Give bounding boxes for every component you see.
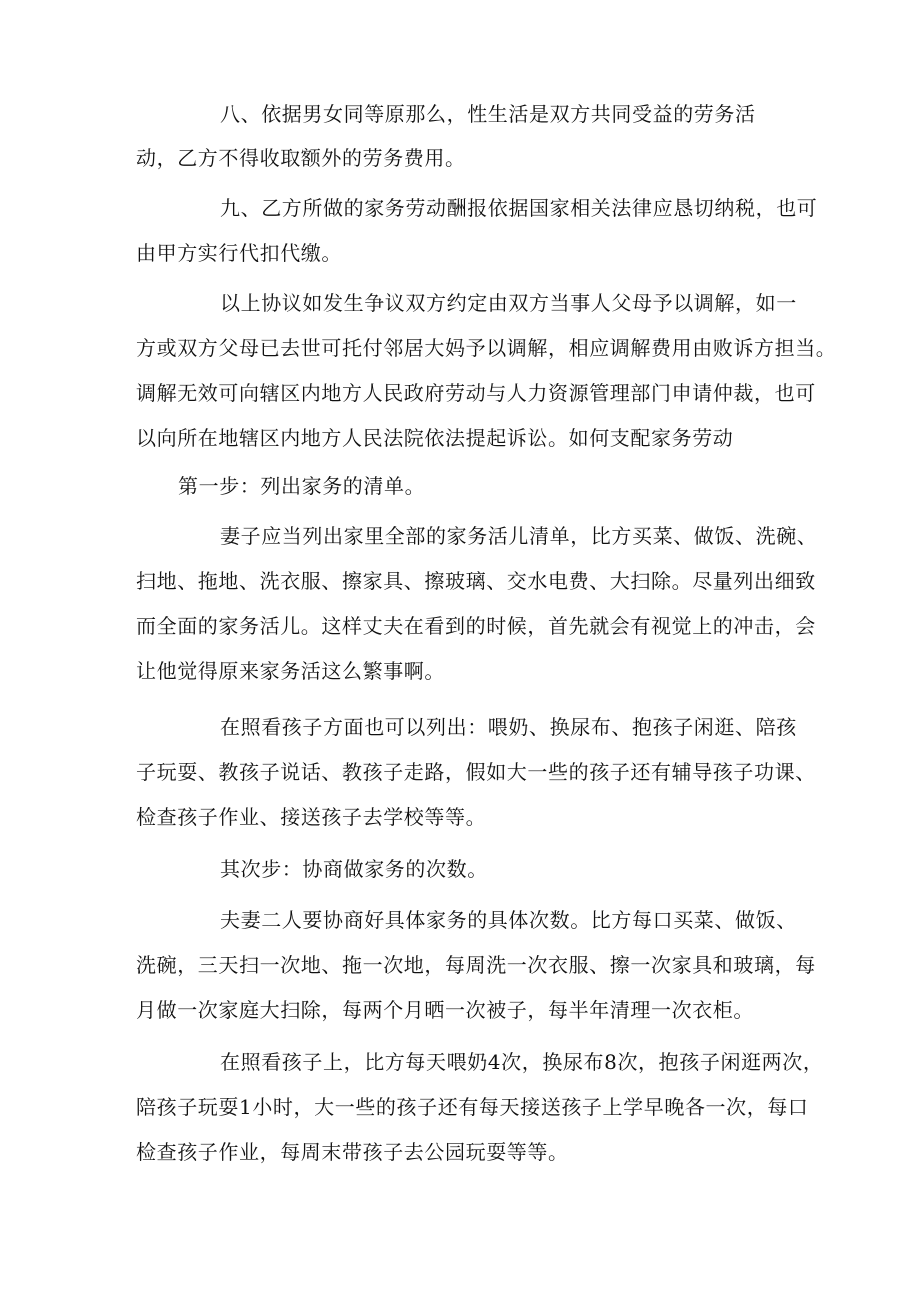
- child-care-list-line-1: 在照看孩子方面也可以列出：喂奶、换尿布、抱孩子闲逛、陪孩: [220, 715, 797, 739]
- child-care-frequency-line-3: 检查孩子作业，每周末带孩子去公园玩耍等等。: [136, 1140, 569, 1164]
- child-care-frequency-line-2: 陪孩子玩耍1小时，大一些的孩子还有每天接送孩子上学早晚各一次，每口: [136, 1095, 809, 1119]
- step-2-body-line-3: 月做一次家庭大扫除，每两个月晒一次被子，每半年清理一次衣柜。: [136, 998, 754, 1022]
- dispute-line-1: 以上协议如发生争议双方约定由双方当事人父母予以调解，如一: [220, 291, 797, 315]
- step-2-body-line-1: 夫妻二人要协商好具体家务的具体次数。比方每口买菜、做饭、: [220, 908, 797, 932]
- clause-9-line-2: 由甲方实行代扣代缴。: [136, 241, 342, 265]
- step-1-body-line-4: 让他觉得原来家务活这么繁事啊。: [136, 659, 445, 683]
- child-care-frequency-line-1: 在照看孩子上，比方每天喂奶4次，换尿布8次，抱孩子闲逛两次，: [220, 1050, 824, 1074]
- dispute-line-3: 调解无效可向辖区内地方人民政府劳动与人力资源管理部门申请仲裁，也可: [136, 381, 816, 405]
- clause-8-line-1: 八、依据男女同等原那么，性生活是双方共同受益的劳务活: [220, 102, 756, 126]
- child-care-list-line-3: 检查孩子作业、接送孩子去学校等等。: [136, 805, 487, 829]
- step-1-body-line-2: 扫地、拖地、洗衣服、擦家具、擦玻璃、交水电费、大扫除。尽量列出细致: [136, 569, 816, 593]
- step-1-heading: 第一步：列出家务的清单。: [178, 474, 426, 498]
- clause-9-line-1: 九、乙方所做的家务劳动酬报依据国家相关法律应恳切纳税，也可: [220, 196, 818, 220]
- dispute-line-4: 以向所在地辖区内地方人民法院依法提起诉讼。如何支配家务劳动: [136, 426, 734, 450]
- child-care-list-line-2: 子玩耍、教孩子说话、教孩子走路，假如大一些的孩子还有辅导孩子功课、: [136, 760, 816, 784]
- clause-8-line-2: 动，乙方不得收取额外的劳务费用。: [136, 146, 466, 170]
- step-1-body-line-1: 妻子应当列出家里全部的家务活儿清单，比方买菜、做饭、洗碗、: [220, 524, 818, 548]
- step-1-body-line-3: 而全面的家务活儿。这样丈夫在看到的时候，首先就会有视觉上的冲击，会: [136, 614, 816, 638]
- step-2-body-line-2: 洗碗，三天扫一次地、拖一次地，每周洗一次衣服、擦一次家具和玻璃，每: [136, 953, 816, 977]
- step-2-heading: 其次步：协商做家务的次数。: [220, 857, 488, 881]
- dispute-line-2: 方或双方父母已去世可托付邻居大妈予以调解，相应调解费用由败诉方担当。: [136, 336, 837, 360]
